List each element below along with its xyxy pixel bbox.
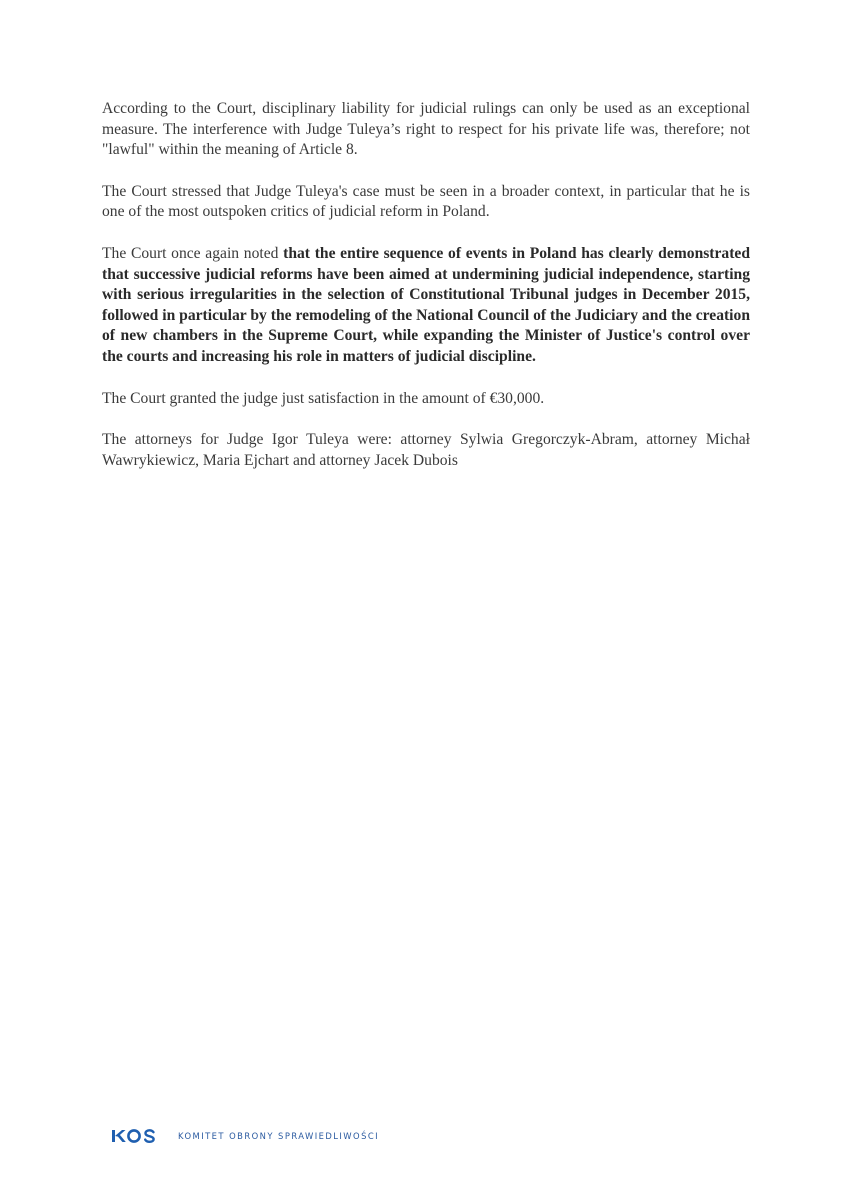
kos-logo [112,1128,162,1144]
paragraph-sequence-of-events [102,244,750,368]
paragraph-bold-text: that the entire sequence of events in Poland has clearly demonstrated that successive judicial reforms have been aimed at undermining judicial independence, starting with serious irregularities in the selection of Constitutional Tribunal judges in December 2015, followed in particular by the remodeling of the National Council of the Judiciary and the creation of new chambers in the Supreme Court, while expanding the Minister of Justice's control over the courts and increasing his role in matters of judicial discipline. [102,244,751,365]
paragraph-disciplinary-liability: According to the Court, disciplinary liability for judicial rulings can only be used as an exceptional measure. The interference with Judge Tuleya’s right to respect for his private life was, therefore; not "lawful" within the meaning of Article 8. [102,100,750,159]
paragraph-just-satisfaction: The Court granted the judge just satisfaction in the amount of €30,000. [102,389,545,407]
paragraph-attorneys: The attorneys for Judge Igor Tuleya were: attorney Sylwia Gregorczyk-Abram, attorney Michał Wawrykiewicz, Maria Ejchart and attorney Jacek Dubois [102,431,750,469]
page-footer [112,1124,379,1148]
document-body [102,99,750,492]
paragraph-lead-text: The Court once again noted [102,244,284,262]
organization-name: KOMITET OBRONY SPRAWIEDLIWOŚCI [178,1131,380,1141]
paragraph-broader-context: The Court stressed that Judge Tuleya's case must be seen in a broader context, in particular that he is one of the most outspoken critics of judicial reform in Poland. [102,182,750,221]
